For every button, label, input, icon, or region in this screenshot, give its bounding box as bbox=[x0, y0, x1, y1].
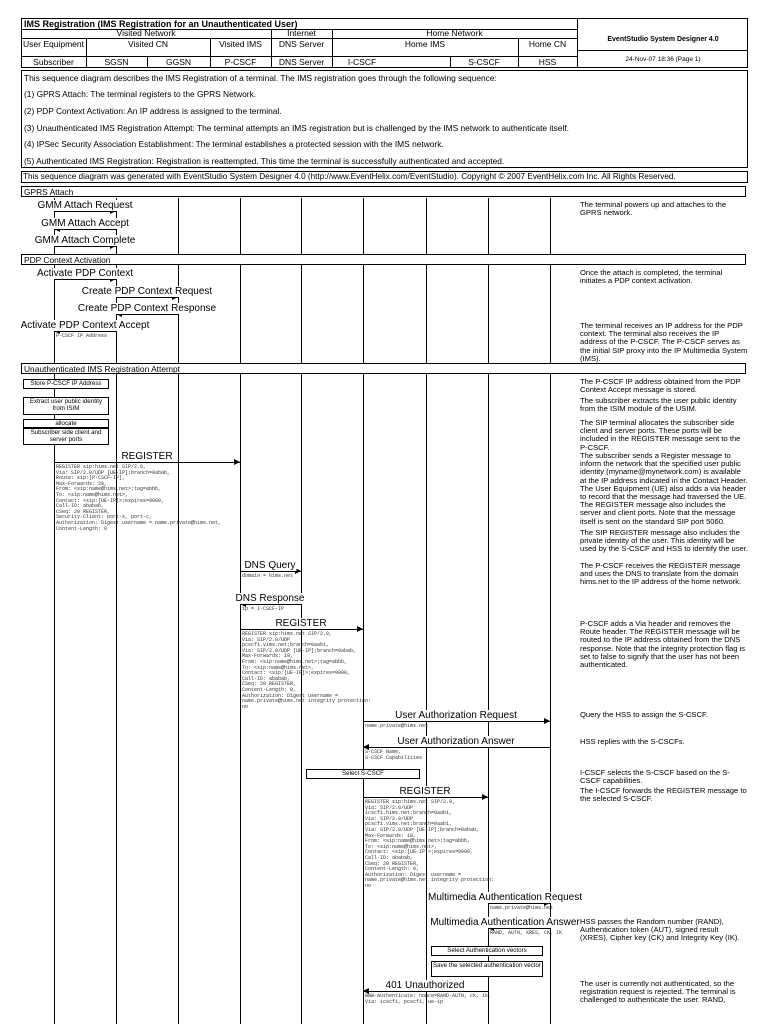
msg-label-register-2: REGISTER bbox=[275, 618, 327, 629]
note-pdp-accept: The terminal receives an IP address for the PDP context. The terminal also receives the IP address of the P-CSCF. The P-CSCF serves as the initial SIP proxy into the IP Multimedia System (IMS). bbox=[580, 321, 748, 363]
note-pdp-activation: Once the attach is completed, the terminal initiates a PDP context activation. bbox=[580, 268, 723, 286]
msg-create-pdp-context-request bbox=[116, 297, 178, 298]
msg-label-dns-query: DNS Query bbox=[244, 560, 296, 571]
group-visited-ims: Visited IMS bbox=[219, 39, 262, 49]
group-internet: Internet bbox=[287, 28, 316, 38]
entity-sgsn: SGSN bbox=[104, 57, 129, 67]
intro-step-3: (3) Unauthenticated IMS Registration Attempt: The terminal attempts an IMS registration but is challenged by the IMS network to authenticate itself. bbox=[24, 123, 569, 133]
note-select-scscf: I-CSCF selects the S-CSCF based on the S-CSCF capabilities. bbox=[580, 768, 730, 786]
msg-dns-response bbox=[240, 604, 301, 605]
note-uar: Query the HSS to assign the S-CSCF. bbox=[580, 710, 708, 719]
group-home-cn: Home CN bbox=[528, 39, 567, 49]
intro-box bbox=[21, 70, 748, 168]
entity-subscriber: Subscriber bbox=[33, 57, 74, 67]
action-allocate: allocate bbox=[23, 419, 109, 428]
msg-label-uaa: User Authorization Answer bbox=[397, 736, 515, 747]
msg-label-dns-response: DNS Response bbox=[235, 593, 305, 604]
msg-label-activate-pdp-context: Activate PDP Context bbox=[37, 268, 133, 279]
msg-multimedia-authentication-request bbox=[488, 903, 550, 904]
msg-gmm-attach-request bbox=[54, 211, 116, 212]
note-allocate-ports: The SIP terminal allocates the subscriber side client and server ports. These ports will be included in the REGISTER message sent to the P-CSCF. bbox=[580, 418, 741, 452]
param-register-3: REGISTER sip:hims.net SIP/2.0, Via: SIP/2.0/UDP icscf1.hims.net;branch=0aab1, Via: SIP/2.0/UDP pcscf1.vims.net;branch=0aab1, Via: SIP/2.0/UDP [UE-IP];branch=0abab, Max-Forwards: 18, From: <sip:name@hims.net>;tag=abbb, To: <sip:name@hims.net>, Contact: <sip:[UE-IP]>;expires=9000, Call-ID: ababab, CSeq: 20 REGISTER, Content-Length: 0, Authorization: Digest username = name.private@hims.net integrity protection: no bbox=[365, 799, 495, 889]
action-extract-identity: Extract user public identity from ISIM bbox=[23, 397, 109, 415]
msg-dns-query bbox=[240, 571, 301, 572]
group-visited-cn: Visited CN bbox=[128, 39, 168, 49]
msg-label-create-pdp-request: Create PDP Context Request bbox=[81, 286, 213, 297]
note-uaa: HSS replies with the S-CSCFs. bbox=[580, 737, 685, 746]
msg-create-pdp-context-response bbox=[116, 314, 178, 315]
msg-label-uar: User Authorization Request bbox=[395, 710, 517, 721]
param-activate-pdp-accept: P-CSCF IP Address bbox=[56, 333, 108, 339]
msg-activate-pdp-context bbox=[54, 279, 116, 280]
msg-401-unauthorized bbox=[363, 991, 488, 992]
group-visited-network: Visited Network bbox=[116, 28, 176, 38]
entity-p-cscf: P-CSCF bbox=[224, 57, 257, 67]
section-gprs-attach: GPRS Attach bbox=[21, 186, 746, 197]
msg-label-activate-pdp-accept: Activate PDP Context Accept bbox=[20, 320, 150, 331]
header-date: 24-Nov-07 18:36 (Page 1) bbox=[625, 56, 701, 63]
intro-step-5: (5) Authenticated IMS Registration: Registration is reattempted. This time the terminal is successfully authenticated and accepted. bbox=[24, 156, 505, 166]
entity-s-cscf: S-CSCF bbox=[468, 57, 500, 67]
note-register-3: The I-CSCF forwards the REGISTER message to the selected S-CSCF. bbox=[580, 786, 747, 804]
diagram-title: IMS Registration (IMS Registration for an Unauthenticated User) bbox=[24, 19, 298, 29]
note-maa: HSS passes the Random number (RAND), Authentication token (AUT), signed result (XRES), Cipher key (CK) and Integrity Key (IK). bbox=[580, 917, 740, 943]
group-home-network: Home Network bbox=[426, 28, 483, 38]
msg-gmm-attach-complete bbox=[54, 246, 116, 247]
entity-ggsn: GGSN bbox=[165, 57, 192, 67]
msg-register-1 bbox=[54, 462, 240, 463]
action-save-auth-vector: Save the selected authentication vector bbox=[431, 961, 543, 977]
param-uaa: S-CSCF Name, S-CSCF Capabilities bbox=[365, 749, 423, 761]
action-store-pcscf: Store P-CSCF IP Address bbox=[23, 379, 109, 389]
msg-label-401-unauthorized: 401 Unauthorized bbox=[385, 980, 465, 991]
param-dns-query: domain = hims.net bbox=[242, 573, 294, 579]
msg-user-authorization-request bbox=[363, 721, 550, 722]
msg-label-mar: Multimedia Authentication Request bbox=[428, 892, 582, 903]
header-product: EventStudio System Designer 4.0 bbox=[607, 36, 719, 43]
note-401-unauthorized: The user is currently not authenticated, so the registration request is rejected. The terminal is challenged to authenticate the user. RAND, bbox=[580, 979, 736, 1005]
param-dns-response: ip = I-CSCF-IP bbox=[242, 606, 285, 612]
lifeline-p-cscf bbox=[240, 198, 241, 1024]
param-mar: name.private@hims.net bbox=[490, 905, 554, 911]
param-401-unauthorized: WWW-Authenticate: nonce=RAND-AUTN, ck, ik, Via: icscf1, pcscf1, ue-ip bbox=[365, 993, 492, 1005]
note-store-pcscf: The P-CSCF IP address obtained from the PDP Context Accept message is stored. bbox=[580, 377, 741, 395]
intro-step-1: (1) GPRS Attach: The terminal registers to the GPRS Network. bbox=[24, 89, 257, 99]
action-select-scscf: Select S-CSCF bbox=[306, 769, 420, 779]
section-unauth-registration: Unauthenticated IMS Registration Attempt bbox=[21, 363, 746, 374]
entity-dns-server: DNS Server bbox=[278, 57, 325, 67]
note-register-2: P-CSCF adds a Via header and removes the Route header. The REGISTER message will be routed to the IP address obtained from the DNS response. Note that the integrity protection flag is set to false to signify that the user has not been authenticated. bbox=[580, 619, 746, 670]
note-extract-identity: The subscriber extracts the user public identity from the ISIM module of the USIM. bbox=[580, 396, 737, 414]
group-home-ims: Home IMS bbox=[404, 39, 446, 49]
msg-label-maa: Multimedia Authentication Answer bbox=[430, 917, 580, 928]
note-dns: The P-CSCF receives the REGISTER message and uses the DNS to translate from the domain hims.net to the IP address of the home network. bbox=[580, 561, 742, 587]
param-register-2: REGISTER sip:hims.net SIP/2.0, Via: SIP/2.0/UDP pcscf1.vims.net;branch=0aab1, Via: SIP/2.0/UDP [UE-IP];branch=0abab, Max-Forwards: 19, From: <sip:name@hims.net>;tag=abbb, To: <sip:name@hims.net>, Contact: <sip:[UE-IP]>;expires=9000, Call-ID: ababab, CSeq: 20 REGISTER, Content-Length: 0, Authorization: Digest username = name.private@hims.net integrity protection: no bbox=[242, 631, 372, 710]
param-register-1: REGISTER sip:hims.net SIP/2.0, Via: SIP/2.0/UDP [UE-IP];branch=0abab, Route: sip:[P-CSCF-IP], Max-Forwards: 20, From: <sip:name@hims.net>;tag=abbb, To: <sip:name@hims.net>, Contact: <sip:[UE-IP]>;expires=9000, Call-ID: ababab, CSeq: 20 REGISTER, Security-Client: port-s, port-c, Authorization: Digest username = name.private@hims.net, Content-Length: 0 bbox=[56, 464, 222, 532]
lifeline-i-cscf bbox=[363, 198, 364, 1024]
msg-user-authorization-answer bbox=[363, 747, 550, 748]
note-register-1: The subscriber sends a Register message to inform the network that the specified user public identity (myname@mynetwork.com) is available at the IP address indicated in the Contact Header. The User Equipment (UE) also adds a via header to record that the message had traversed the UE. The REGISTER message also includes the server and client ports. Note that the message itself is sent on the standard SIP port 5060. bbox=[580, 451, 748, 526]
param-maa: RAND, AUTN, XRES, CK, IK bbox=[490, 930, 563, 936]
msg-register-3 bbox=[363, 797, 488, 798]
action-subscriber-ports: Subscriber side client and server ports bbox=[23, 428, 109, 445]
msg-label-register-3: REGISTER bbox=[399, 786, 451, 797]
lifeline-ggsn bbox=[178, 198, 179, 1024]
msg-label-gmm-attach-complete: GMM Attach Complete bbox=[34, 235, 136, 246]
group-user-equipment: User Equipment bbox=[23, 39, 84, 49]
msg-multimedia-authentication-answer bbox=[488, 928, 550, 929]
note-register-1b: The SIP REGISTER message also includes the private identity of the user. This identity will be used by the S-CSCF and HSS to identify the user. bbox=[580, 528, 748, 554]
action-select-auth-vectors: Select Authentication vectors bbox=[431, 946, 543, 956]
msg-label-register-1: REGISTER bbox=[121, 451, 173, 462]
section-pdp-context-activation: PDP Context Activation bbox=[21, 254, 746, 265]
entity-i-cscf: I-CSCF bbox=[347, 57, 377, 67]
msg-label-gmm-attach-accept: GMM Attach Accept bbox=[41, 218, 129, 229]
intro-description: This sequence diagram describes the IMS Registration of a terminal. The IMS registration goes through the following sequence: bbox=[24, 73, 497, 83]
intro-step-2: (2) PDP Context Activation: An IP address is assigned to the terminal. bbox=[24, 106, 282, 116]
entity-hss: HSS bbox=[538, 57, 557, 67]
lifeline-dns-server bbox=[301, 198, 302, 1024]
generated-by-text: This sequence diagram was generated with EventStudio System Designer 4.0 (http://www.EventHelix.com/EventStudio). Copyright © 2007 EventHelix.com Inc. All Rights Reserved. bbox=[23, 172, 676, 181]
param-uar: name.private@hims.net bbox=[365, 723, 429, 729]
msg-gmm-attach-accept bbox=[54, 229, 116, 230]
intro-step-4: (4) IPSec Security Association Establishment: The terminal establishes a protected session with the IMS network. bbox=[24, 139, 444, 149]
msg-label-create-pdp-response: Create PDP Context Response bbox=[77, 303, 217, 314]
msg-register-2 bbox=[240, 629, 363, 630]
msg-activate-pdp-context-accept bbox=[54, 331, 116, 332]
group-dns-server: DNS Server bbox=[278, 39, 325, 49]
note-gprs-attach: The terminal powers up and attaches to the GPRS network. bbox=[580, 200, 727, 218]
msg-label-gmm-attach-request: GMM Attach Request bbox=[37, 200, 133, 211]
